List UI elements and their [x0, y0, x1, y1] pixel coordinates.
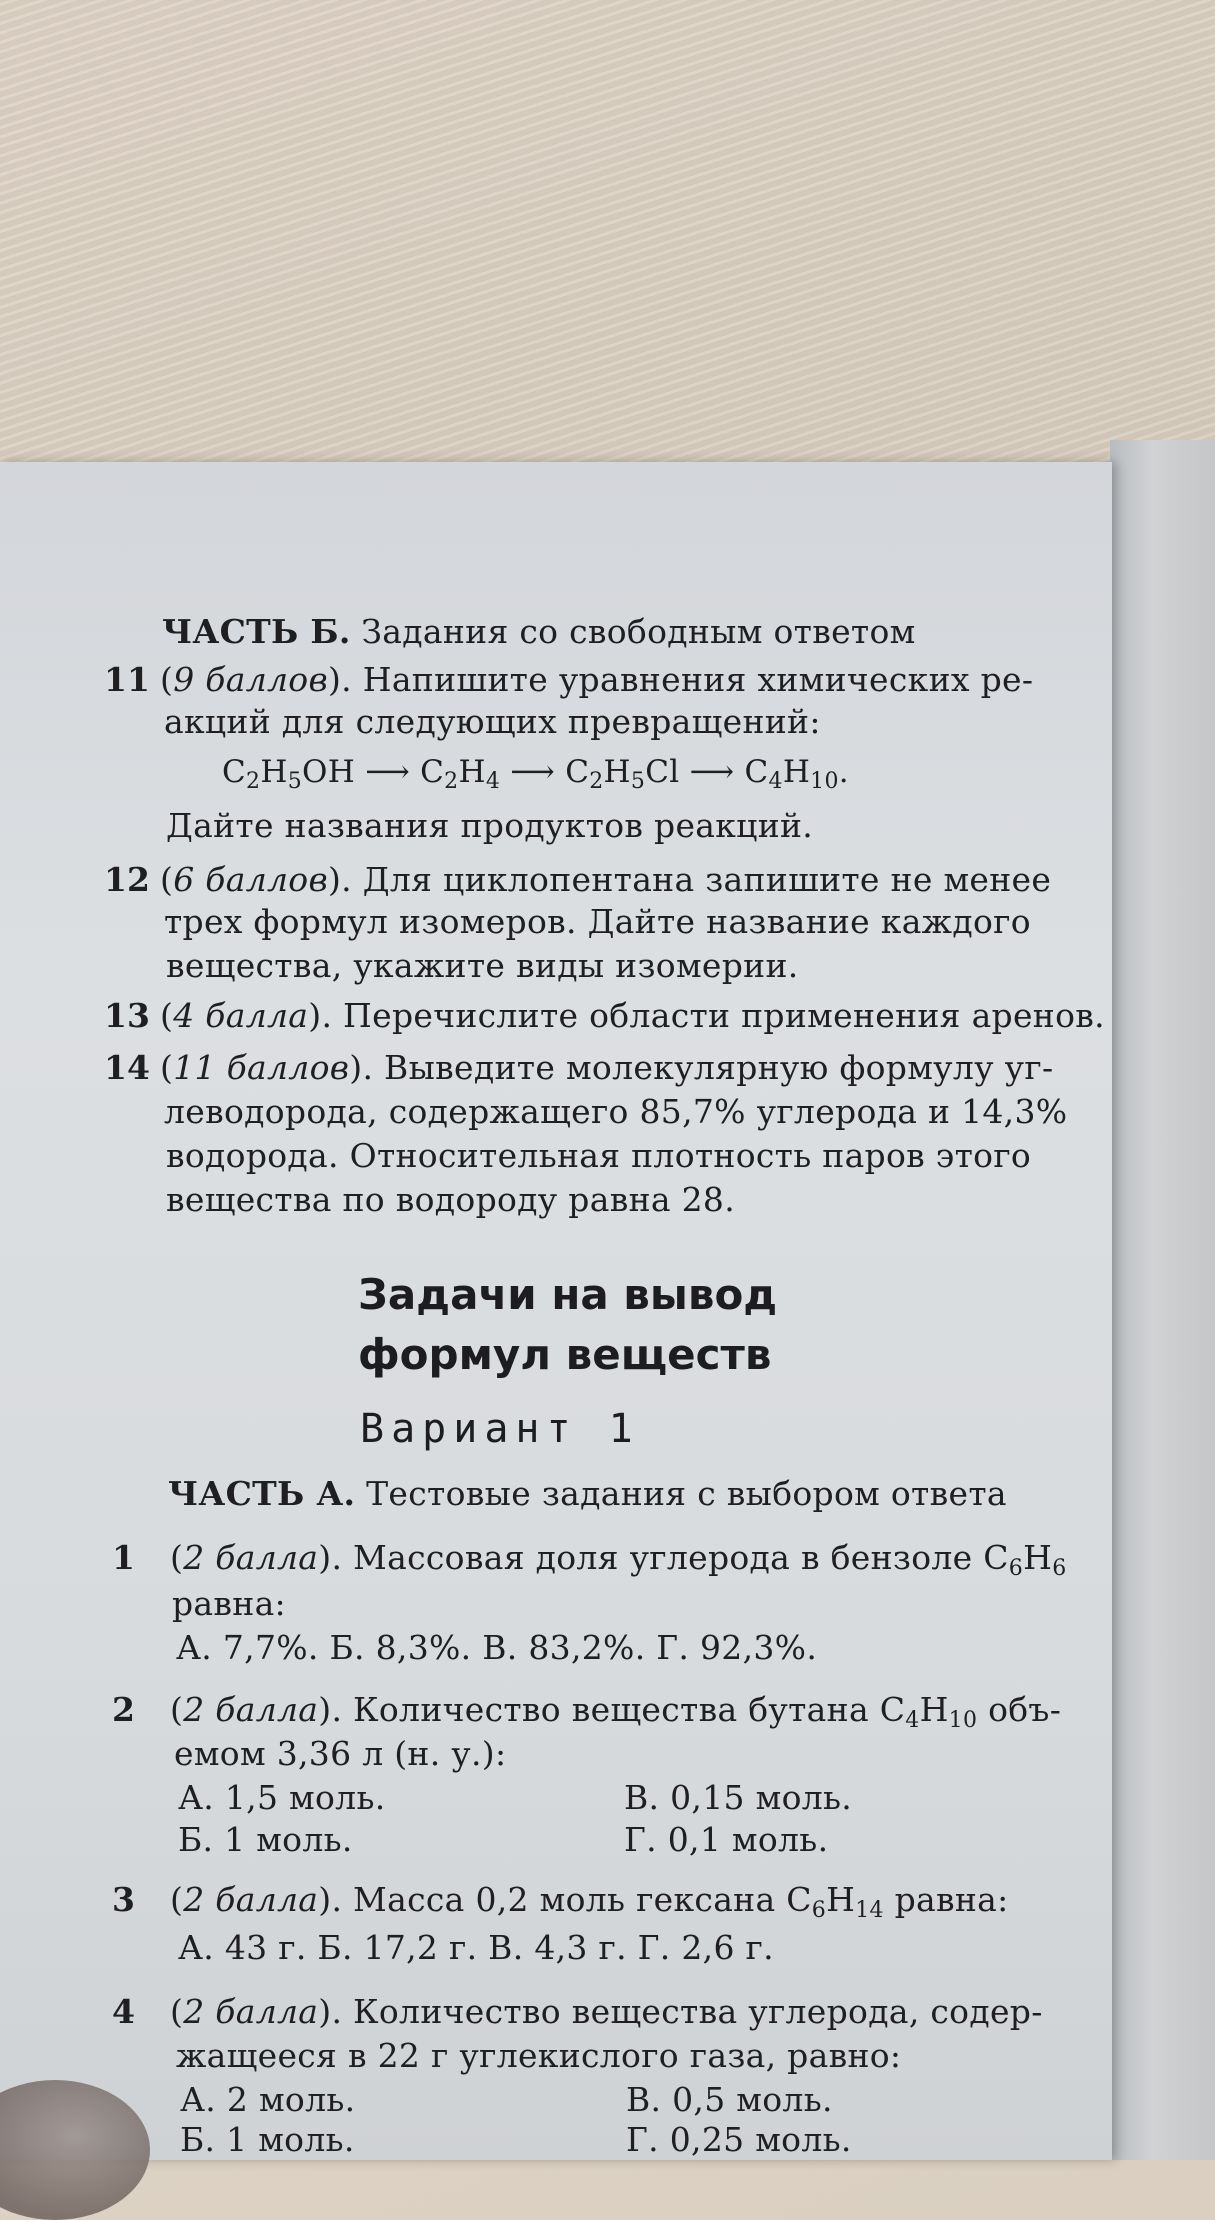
next-page-edge: [1110, 440, 1215, 2160]
part-a-label: ЧАСТЬ А.: [168, 1474, 356, 1513]
book-page: [0, 462, 1112, 2160]
question-4-number: 4: [112, 1992, 135, 2031]
task-13-points: 4 балла: [173, 996, 309, 1035]
question-3-answers: А. 43 г. Б. 17,2 г. В. 4,3 г. Г. 2,6 г.: [178, 1928, 774, 1967]
question-2-line-2: емом 3,36 л (н. у.):: [174, 1734, 507, 1773]
reaction-arrow: ⟶: [679, 754, 745, 790]
task-11-text-1: ). Напишите уравнения химических ре-: [328, 660, 1034, 699]
task-11-points: 9 баллов: [173, 660, 328, 699]
task-14-line-2: леводорода, содержащего 85,7% углерода и 14,3%: [164, 1092, 1068, 1131]
task-13-line-1: (4 балла). Перечислите области применения аренов.: [160, 996, 1105, 1035]
question-1-line-2: равна:: [172, 1584, 286, 1623]
task-14-line-3: водорода. Относительная плотность паров этого: [166, 1136, 1032, 1175]
part-a-title: Тестовые задания с выбором ответа: [355, 1474, 1007, 1513]
task-11-line-2: акций для следующих превращений:: [164, 702, 821, 741]
question-2-line-1: (2 балла). Количество вещества бутана $C_4H_{10}$ объ-: [170, 1690, 1062, 1733]
task-14-text-1: ). Выведите молекулярную формулу уг-: [349, 1048, 1054, 1087]
question-2-answer-v: В. 0,15 моль.: [624, 1778, 853, 1817]
question-1-number: 1: [112, 1538, 135, 1577]
task-11-reaction-chain: $C_2H_5OH$ ⟶ $C_2H_4$ ⟶ $C_2H_5Cl$ ⟶ $C_4H_{10}$.: [222, 754, 849, 794]
question-4-answer-a: А. 2 моль.: [180, 2080, 356, 2119]
section-title-line-2: формул веществ: [358, 1330, 772, 1379]
task-12-line-1: (6 баллов). Для циклопентана запишите не менее: [160, 860, 1052, 899]
part-b-label: ЧАСТЬ Б.: [162, 612, 351, 651]
question-4-line-1: (2 балла). Количество вещества углерода, содер-: [170, 1992, 1043, 2031]
part-b-title: Задания со свободным ответом: [350, 612, 916, 651]
question-3-points: 2 балла: [183, 1880, 319, 1919]
question-2-number: 2: [112, 1690, 135, 1729]
question-2-answer-a: А. 1,5 моль.: [178, 1778, 386, 1817]
question-2-answer-g: Г. 0,1 моль.: [624, 1820, 829, 1859]
question-2-answer-b: Б. 1 моль.: [178, 1820, 353, 1859]
question-1-line-1: (2 балла). Массовая доля углерода в бензоле $C_6H_6$: [170, 1538, 1067, 1581]
question-2-points: 2 балла: [183, 1690, 319, 1729]
task-12-line-3: вещества, укажите виды изомерии.: [166, 946, 799, 985]
question-1-answers: А. 7,7%. Б. 8,3%. В. 83,2%. Г. 92,3%.: [176, 1628, 818, 1667]
question-3-number: 3: [112, 1880, 135, 1919]
task-12-points: 6 баллов: [173, 860, 328, 899]
task-14-line-4: вещества по водороду равна 28.: [166, 1180, 736, 1219]
desk-background: [0, 0, 1215, 520]
task-14-line-1: (11 баллов). Выведите молекулярную формулу уг-: [160, 1048, 1054, 1087]
section-title-line-1: Задачи на вывод: [358, 1270, 778, 1319]
question-4-answer-g: Г. 0,25 моль.: [626, 2120, 852, 2159]
task-11-line-1: (9 баллов). Напишите уравнения химических ре-: [160, 660, 1034, 699]
question-4-points: 2 балла: [183, 1992, 319, 2031]
reaction-arrow: ⟶: [355, 754, 421, 790]
task-13-text-1: ). Перечислите области применения аренов.: [308, 996, 1105, 1035]
question-4-line-2: жащееся в 22 г углекислого газа, равно:: [176, 2036, 902, 2075]
task-11-line-3: Дайте названия продуктов реакций.: [166, 806, 814, 845]
variant-title: Вариант 1: [360, 1406, 640, 1452]
task-11-number: 11: [104, 660, 150, 699]
question-4-answer-b: Б. 1 моль.: [180, 2120, 355, 2159]
question-4-answer-v: В. 0,5 моль.: [626, 2080, 833, 2119]
task-14-number: 14: [104, 1048, 150, 1087]
question-1-points: 2 балла: [183, 1538, 319, 1577]
part-a-heading: [168, 1474, 1007, 1514]
question-3-line-1: (2 балла). Масса 0,2 моль гексана $C_6H_{14}$ равна:: [170, 1880, 1009, 1923]
task-12-number: 12: [104, 860, 150, 899]
task-12-line-2: трех формул изомеров. Дайте название каждого: [164, 902, 1031, 941]
task-13-number: 13: [104, 996, 150, 1035]
task-14-points: 11 баллов: [173, 1048, 350, 1087]
reaction-arrow: ⟶: [500, 754, 566, 790]
part-b-heading: [162, 612, 916, 652]
task-12-text-1: ). Для циклопентана запишите не менее: [328, 860, 1052, 899]
